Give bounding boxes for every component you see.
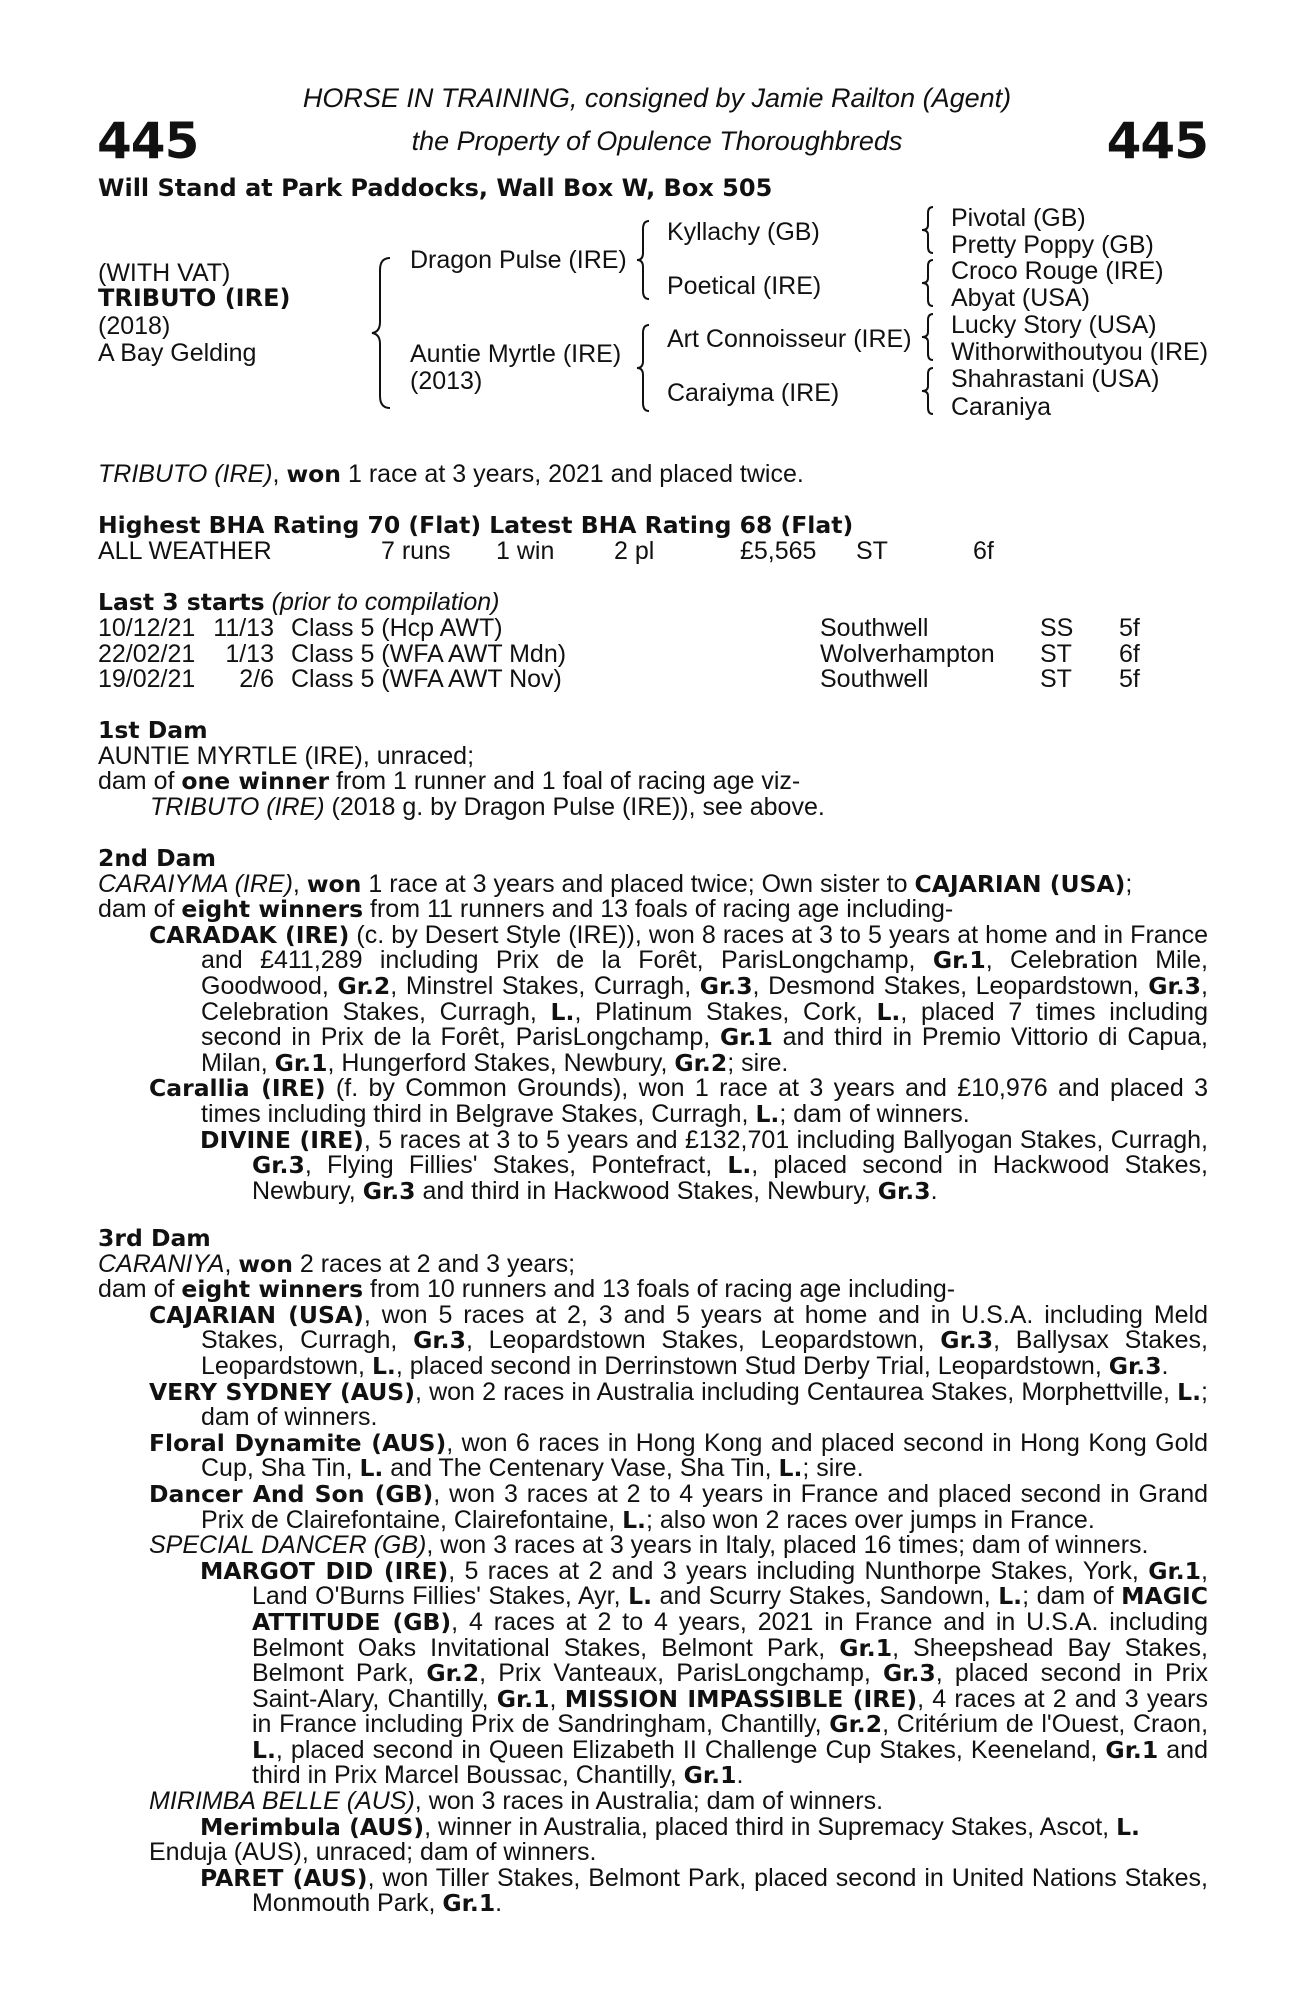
start-race: Class 5 (Hcp AWT)	[291, 614, 503, 642]
pedigree-brace-main	[370, 256, 394, 411]
horse-name: TRIBUTO (IRE)	[98, 284, 291, 312]
progeny-carallia: Carallia (IRE) (f. by Common Grounds), won 1 race at 3 years and £10,976 and placed 3 times including third in Belgrave Stakes, Curragh, L.; dam of winners.	[149, 1074, 1208, 1128]
dam: Auntie Myrtle (IRE)	[410, 340, 622, 368]
second-dam-heading: 2nd Dam	[98, 844, 216, 872]
summary-text: 1 race at 3 years, 2021 and placed twice.	[341, 460, 804, 488]
start-course: Wolverhampton	[820, 639, 995, 668]
progeny-paret: PARET (AUS), won Tiller Stakes, Belmont Park, placed second in United Nations Stakes, Monmouth Park, Gr.1.	[200, 1863, 1208, 1918]
start-going: ST	[1040, 639, 1072, 668]
best-distance: 6f	[973, 537, 994, 565]
first-dam-section	[98, 718, 1208, 820]
start-distance: 5f	[1119, 665, 1140, 693]
sire-dam: Poetical (IRE)	[667, 272, 822, 300]
consignor-line: HORSE IN TRAINING, consigned by Jamie Railton (Agent)	[302, 83, 1012, 113]
third-dam-heading: 3rd Dam	[98, 1224, 211, 1252]
bha-rating-heading: Highest BHA Rating 70 (Flat) Latest BHA Rating 68 (Flat)	[98, 511, 854, 539]
pedigree-brace-g3	[920, 312, 936, 362]
progeny-special-dancer: SPECIAL DANCER (GB), won 3 races at 3 years in Italy, placed 16 times; dam of winners.	[149, 1531, 1149, 1560]
start-course: Southwell	[820, 665, 929, 693]
second-dam-line-1: CARAIYMA (IRE), won 1 race at 3 years and placed twice; Own sister to CAJARIAN (USA);	[98, 869, 1133, 898]
progeny-dancer-and-son: Dancer And Son (GB), won 3 races at 2 to 4 years in France and placed second in Grand Prix de Clairefontaine, Clairefontaine, L.; also won 2 races over jumps in France.	[149, 1479, 1209, 1534]
second-dam-line-2: dam of eight winners from 11 runners and 13 foals of racing age including-	[98, 895, 954, 924]
last-start-row	[98, 665, 1208, 691]
start-date: 22/02/21	[98, 639, 196, 668]
vat-note: (WITH VAT)	[98, 259, 231, 287]
last-starts-title: Last 3 starts	[98, 588, 265, 616]
ancestor-6: Withorwithoutyou (IRE)	[951, 338, 1209, 366]
second-dam-section	[98, 846, 1208, 1204]
progeny-enduja: Enduja (AUS), unraced; dam of winners.	[149, 1838, 597, 1867]
start-race: Class 5 (WFA AWT Nov)	[291, 665, 562, 693]
start-going: SS	[1040, 614, 1074, 642]
first-dam-line-3: TRIBUTO (IRE) (2018 g. by Dragon Pulse (IRE)), see above.	[150, 792, 825, 821]
progeny-margot-did: MARGOT DID (IRE), 5 races at 2 and 3 years including Nunthorpe Stakes, York, Gr.1, Land O'Burns Fillies' Stakes, Ayr, L. and Scurry Stakes, Sandown, L.; dam of MAGIC ATTITUDE (GB), 4 races at 2 to 4 years, 2021 in France and in U.S.A. including Belmont Oaks Invitational Stakes, Belmont Park, Gr.1, Sheepshead Bay Stakes, Belmont Park, Gr.2, Prix Vanteaux, ParisLongchamp, Gr.3, placed second in Prix Saint-Alary, Chantilly, Gr.1, MISSION IMPASSIBLE (IRE), 4 races at 2 and 3 years in France including Prix de Sandringham, Chantilly, Gr.2, Critérium de l'Ouest, Craon, L., placed second in Queen Elizabeth II Challenge Cup Stakes, Keeneland, Gr.1 and third in Prix Marcel Boussac, Chantilly, Gr.1.	[200, 1556, 1209, 1790]
last-start-row	[98, 614, 1208, 640]
last-starts-heading	[98, 590, 1208, 616]
start-distance: 5f	[1119, 614, 1140, 642]
stand-location: Will Stand at Park Paddocks, Wall Box W, Box 505	[98, 174, 773, 202]
third-dam-line-1: CARANIYA, won 2 races at 2 and 3 years;	[98, 1249, 576, 1278]
progeny-floral-dynamite: Floral Dynamite (AUS), won 6 races in Hong Kong and placed second in Hong Kong Gold Cup, Sha Tin, L. and The Centenary Vase, Sha Tin, L.; sire.	[149, 1428, 1208, 1483]
prize-money: £5,565	[740, 537, 817, 565]
ancestor-8: Caraniya	[951, 393, 1052, 421]
last-start-row	[98, 640, 1208, 666]
start-going: ST	[1040, 665, 1072, 693]
pedigree-brace-g2	[920, 258, 936, 308]
horse-description: A Bay Gelding	[98, 339, 257, 367]
pedigree-brace-dam	[635, 323, 653, 413]
third-dam-line-2: dam of eight winners from 10 runners and 13 foals of racing age including-	[98, 1275, 956, 1304]
property-line: the Property of Opulence Thoroughbreds	[411, 126, 903, 156]
pedigree-brace-g4	[920, 366, 936, 416]
dam-dam: Caraiyma (IRE)	[667, 379, 840, 407]
summary-horse-name: TRIBUTO (IRE)	[98, 460, 273, 488]
pedigree-brace-g1	[920, 205, 936, 255]
ancestor-3: Croco Rouge (IRE)	[951, 257, 1164, 285]
progeny-cajarian: CAJARIAN (USA), won 5 races at 2, 3 and 5 years at home and in U.S.A. including Meld Stakes, Curragh, Gr.3, Leopardstown Stakes, Leopardstown, Gr.3, Ballysax Stakes, Leopardstown, L., placed second in Derrinstown Stud Derby Trial, Leopardstown, Gr.3.	[149, 1300, 1209, 1380]
last-starts-note: (prior to compilation)	[271, 588, 500, 616]
going-code: ST	[856, 537, 888, 565]
surface: ALL WEATHER	[98, 537, 272, 565]
ancestor-7: Shahrastani (USA)	[951, 365, 1160, 393]
start-distance: 6f	[1119, 639, 1140, 668]
progeny-mirimba-belle: MIRIMBA BELLE (AUS), won 3 races in Australia; dam of winners.	[149, 1787, 884, 1816]
all-weather-record	[98, 537, 1208, 565]
start-position: 1/13	[225, 639, 274, 668]
start-race: Class 5 (WFA AWT Mdn)	[291, 639, 567, 668]
first-dam-line-1: AUNTIE MYRTLE (IRE), unraced;	[98, 741, 475, 770]
lot-number-left: 445	[97, 112, 199, 170]
sire-sire: Kyllachy (GB)	[667, 218, 820, 246]
horse-summary: TRIBUTO (IRE), won 1 race at 3 years, 2021 and placed twice.	[98, 460, 804, 488]
winner-count: one winner	[181, 767, 330, 796]
dam-year: (2013)	[410, 367, 483, 395]
dam-sire: Art Connoisseur (IRE)	[667, 325, 912, 353]
start-date: 19/02/21	[98, 665, 196, 693]
progeny-merimbula: Merimbula (AUS), winner in Australia, placed third in Supremacy Stakes, Ascot, L.	[200, 1812, 1140, 1841]
summary-won: won	[286, 460, 342, 488]
runs: 7 runs	[381, 537, 451, 565]
third-dam-section	[98, 1226, 1208, 1917]
lot-number-right: 445	[1106, 112, 1208, 170]
start-date: 10/12/21	[98, 614, 196, 642]
progeny-caradak: CARADAK (IRE) (c. by Desert Style (IRE)), won 8 races at 3 to 5 years at home and in France and £411,289 including Prix de la Forêt, ParisLongchamp, Gr.1, Celebration Mile, Goodwood, Gr.2, Minstrel Stakes, Curragh, Gr.3, Desmond Stakes, Leopardstown, Gr.3, Celebration Stakes, Curragh, L., Platinum Stakes, Cork, L., placed 7 times including second in Prix de la Forêt, ParisLongchamp, Gr.1 and third in Premio Vittorio di Capua, Milan, Gr.1, Hungerford Stakes, Newbury, Gr.2; sire.	[149, 920, 1208, 1077]
progeny-divine: DIVINE (IRE), 5 races at 3 to 5 years and £132,701 including Ballyogan Stakes, Curragh, Gr.3, Flying Fillies' Stakes, Pontefract, L., placed second in Hackwood Stakes, Newbury, Gr.3 and third in Hackwood Stakes, Newbury, Gr.3.	[200, 1125, 1208, 1205]
sire: Dragon Pulse (IRE)	[410, 246, 627, 274]
foaling-year: (2018)	[98, 312, 171, 340]
ancestor-4: Abyat (USA)	[951, 284, 1090, 312]
ancestor-5: Lucky Story (USA)	[951, 311, 1157, 339]
first-dam-line-2: dam of one winner from 1 runner and 1 foal of racing age viz-	[98, 767, 801, 796]
start-position: 2/6	[239, 665, 274, 693]
places: 2 pl	[614, 537, 655, 565]
ancestor-2: Pretty Poppy (GB)	[951, 231, 1154, 259]
ancestor-1: Pivotal (GB)	[951, 204, 1086, 232]
pedigree-brace-sire	[635, 219, 653, 301]
first-dam-heading: 1st Dam	[98, 716, 208, 744]
progeny-very-sydney: VERY SYDNEY (AUS), won 2 races in Australia including Centaurea Stakes, Morphettville, L.; dam of winners.	[149, 1377, 1208, 1432]
start-course: Southwell	[820, 614, 929, 642]
progeny-name: TRIBUTO (IRE)	[150, 792, 325, 821]
start-position: 11/13	[213, 614, 274, 642]
wins: 1 win	[496, 537, 555, 565]
